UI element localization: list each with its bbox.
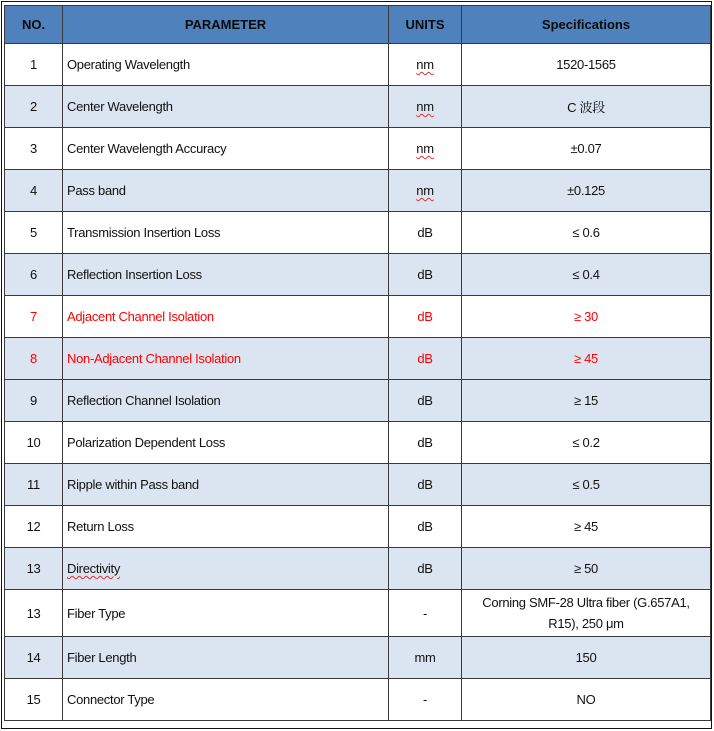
unit-cell: - (389, 590, 462, 637)
spec-cell: ≥ 45 (462, 506, 711, 548)
unit-text: nm (416, 183, 434, 198)
parameter-cell: Polarization Dependent Loss (63, 422, 389, 464)
parameter-cell: Operating Wavelength (63, 44, 389, 86)
row-number: 6 (5, 254, 63, 296)
table-row (5, 506, 711, 548)
row-number: 5 (5, 212, 63, 254)
row-number: 14 (5, 637, 63, 679)
row-number: 1 (5, 44, 63, 86)
spec-cell: ≥ 15 (462, 380, 711, 422)
unit-cell (389, 170, 462, 212)
spec-line: R15), 250 μm (548, 616, 624, 631)
parameter-cell (63, 548, 389, 590)
unit-cell: mm (389, 637, 462, 679)
spec-cell: NO (462, 679, 711, 721)
spec-cell: ≥ 50 (462, 548, 711, 590)
header-row (5, 6, 711, 44)
table-row (5, 44, 711, 86)
table-body (5, 44, 711, 721)
table-row-highlighted (5, 296, 711, 338)
table-row (5, 637, 711, 679)
table-header (5, 6, 711, 44)
row-number: 10 (5, 422, 63, 464)
spec-cell: ±0.125 (462, 170, 711, 212)
table-row (5, 679, 711, 721)
row-number: 3 (5, 128, 63, 170)
parameter-cell: Connector Type (63, 679, 389, 721)
unit-text: nm (416, 57, 434, 72)
unit-cell: dB (389, 380, 462, 422)
parameter-cell: Non-Adjacent Channel Isolation (63, 338, 389, 380)
table-row (5, 422, 711, 464)
row-number: 15 (5, 679, 63, 721)
table-row (5, 380, 711, 422)
row-number: 9 (5, 380, 63, 422)
unit-cell: dB (389, 548, 462, 590)
unit-cell: dB (389, 422, 462, 464)
spec-line: Corning SMF-28 Ultra fiber (G.657A1, (482, 595, 690, 610)
spec-cell: ≤ 0.6 (462, 212, 711, 254)
parameter-cell: Reflection Insertion Loss (63, 254, 389, 296)
parameter-cell: Fiber Type (63, 590, 389, 637)
unit-text: nm (416, 99, 434, 114)
row-number: 11 (5, 464, 63, 506)
header-units: UNITS (389, 6, 462, 44)
unit-cell (389, 86, 462, 128)
parameter-cell: Center Wavelength (63, 86, 389, 128)
spec-cell: C 波段 (462, 86, 711, 128)
unit-cell: dB (389, 296, 462, 338)
row-number: 13 (5, 548, 63, 590)
table-row (5, 464, 711, 506)
row-number: 13 (5, 590, 63, 637)
parameter-cell: Center Wavelength Accuracy (63, 128, 389, 170)
spec-table-frame (1, 1, 712, 729)
spec-cell: ≤ 0.2 (462, 422, 711, 464)
unit-text: nm (416, 141, 434, 156)
table-row (5, 254, 711, 296)
table-row (5, 170, 711, 212)
header-specifications: Specifications (462, 6, 711, 44)
parameter-cell: Transmission Insertion Loss (63, 212, 389, 254)
parameter-cell: Return Loss (63, 506, 389, 548)
parameter-cell: Pass band (63, 170, 389, 212)
unit-cell (389, 128, 462, 170)
spec-cell: 1520-1565 (462, 44, 711, 86)
row-number: 12 (5, 506, 63, 548)
spec-cell (462, 590, 711, 637)
spec-cell: ≤ 0.5 (462, 464, 711, 506)
table-row (5, 128, 711, 170)
table-row (5, 86, 711, 128)
unit-cell: dB (389, 254, 462, 296)
table-row (5, 212, 711, 254)
unit-cell: dB (389, 338, 462, 380)
row-number: 2 (5, 86, 63, 128)
specification-table (4, 5, 711, 721)
table-row (5, 548, 711, 590)
unit-cell: dB (389, 506, 462, 548)
table-row-highlighted (5, 338, 711, 380)
parameter-cell: Ripple within Pass band (63, 464, 389, 506)
unit-cell: dB (389, 464, 462, 506)
spec-cell: ≥ 45 (462, 338, 711, 380)
table-row (5, 590, 711, 637)
spec-cell: ≥ 30 (462, 296, 711, 338)
spec-cell: 150 (462, 637, 711, 679)
spec-cell: ±0.07 (462, 128, 711, 170)
unit-cell: - (389, 679, 462, 721)
row-number: 8 (5, 338, 63, 380)
row-number: 4 (5, 170, 63, 212)
row-number: 7 (5, 296, 63, 338)
parameter-cell: Fiber Length (63, 637, 389, 679)
unit-cell (389, 44, 462, 86)
parameter-text: Directivity (67, 561, 121, 576)
header-no: NO. (5, 6, 63, 44)
unit-cell: dB (389, 212, 462, 254)
parameter-cell: Reflection Channel Isolation (63, 380, 389, 422)
spec-cell: ≤ 0.4 (462, 254, 711, 296)
header-parameter: PARAMETER (63, 6, 389, 44)
parameter-cell: Adjacent Channel Isolation (63, 296, 389, 338)
